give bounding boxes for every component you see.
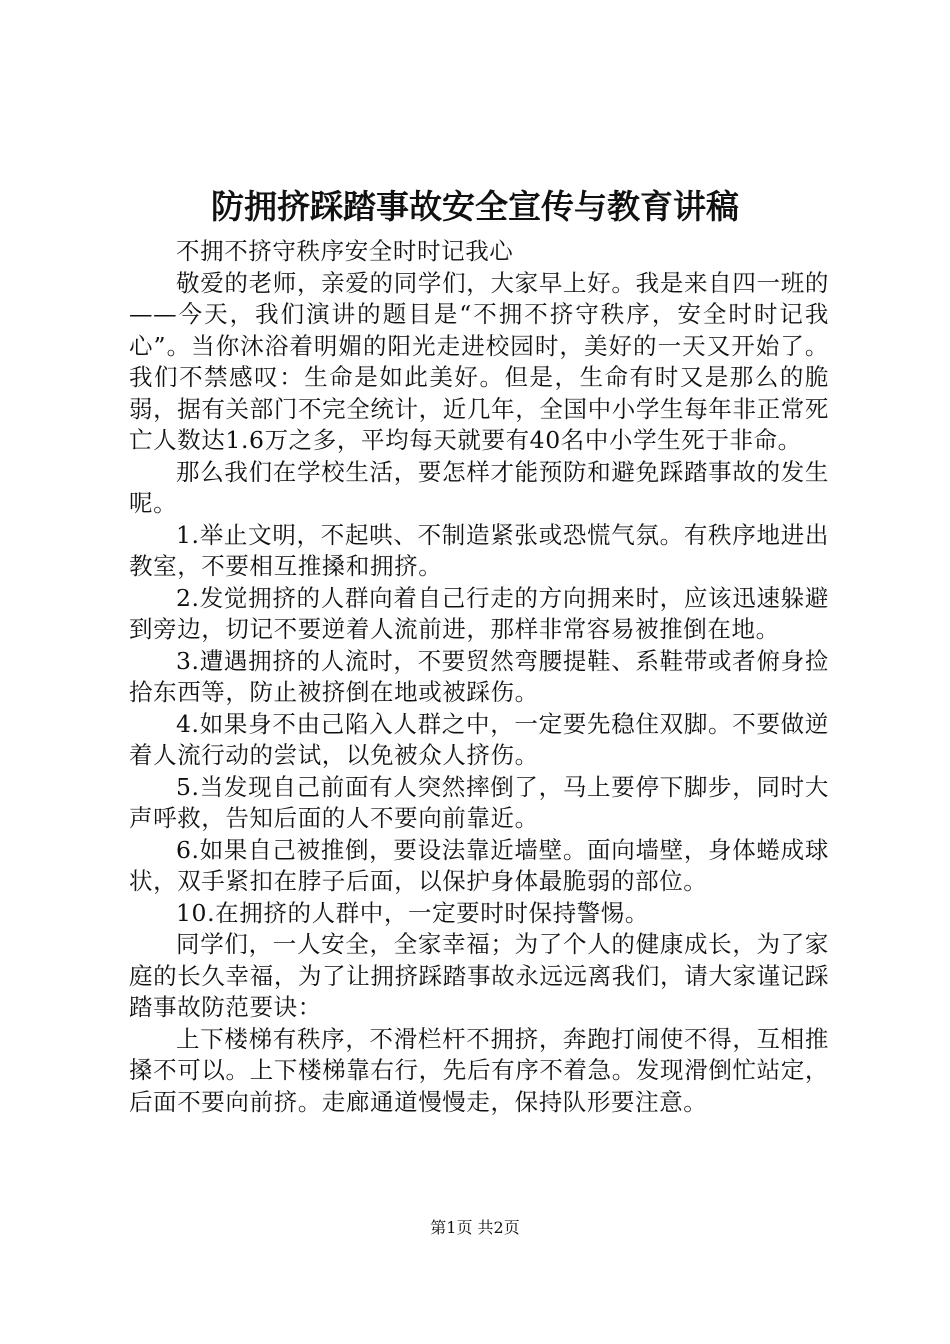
paragraph-greeting: 敬爱的老师，亲爱的同学们，大家早上好。我是来自四一班的——今天，我们演讲的题目是“不拥不挤守秩序，安全时时记我心”。当你沐浴着明媚的阳光走进校园时，美好的一天又开始了。我们不禁感叹：生命是如此美好。但是，生命有时又是那么的脆弱，据有关部门不完全统计，近几年，全国中小学生每年非正常死亡人数达1.6万之多，平均每天就要有40名中小学生死于非命。 bbox=[129, 268, 829, 454]
document-body bbox=[129, 236, 829, 1118]
page-footer: 第1页 共2页 bbox=[430, 1218, 520, 1237]
paragraph-subtitle: 不拥不挤守秩序安全时时记我心 bbox=[176, 237, 514, 265]
paragraph-rhyme: 上下楼梯有秩序，不滑栏杆不拥挤，奔跑打闹使不得，互相推搡不可以。上下楼梯靠右行，先后有序不着急。发现滑倒忙站定，后面不要向前挤。走廊通道慢慢走，保持队形要注意。 bbox=[129, 1024, 829, 1116]
paragraph-item-2: 2.发觉拥挤的人群向着自己行走的方向拥来时，应该迅速躲避到旁边，切记不要逆着人流前进，那样非常容易被推倒在地。 bbox=[129, 583, 829, 643]
paragraph-item-4: 4.如果身不由己陷入人群之中，一定要先稳住双脚。不要做逆着人流行动的尝试，以免被众人挤伤。 bbox=[129, 709, 829, 769]
paragraph-item-3: 3.遭遇拥挤的人流时，不要贸然弯腰提鞋、系鞋带或者俯身捡拾东西等，防止被挤倒在地或被踩伤。 bbox=[129, 646, 829, 706]
paragraph-item-6: 6.如果自己被推倒，要设法靠近墙壁。面向墙壁，身体蜷成球状，双手紧扣在脖子后面，以保护身体最脆弱的部位。 bbox=[129, 835, 829, 895]
paragraph-question: 那么我们在学校生活，要怎样才能预防和避免踩踏事故的发生呢。 bbox=[129, 457, 829, 517]
paragraph-item-1: 1.举止文明，不起哄、不制造紧张或恐慌气氛。有秩序地进出教室，不要相互推搡和拥挤。 bbox=[129, 520, 829, 580]
paragraph-appeal: 同学们，一人安全，全家幸福；为了个人的健康成长，为了家庭的长久幸福，为了让拥挤踩踏事故永远远离我们，请大家谨记踩踏事故防范要诀： bbox=[129, 930, 829, 1021]
paragraph-item-5: 5.当发现自己前面有人突然摔倒了，马上要停下脚步，同时大声呼救，告知后面的人不要向前靠近。 bbox=[129, 772, 829, 832]
paragraph-item-10: 10.在拥挤的人群中，一定要时时保持警惕。 bbox=[176, 898, 649, 927]
document-title: 防拥挤踩踏事故安全宣传与教育讲稿 bbox=[211, 187, 739, 226]
